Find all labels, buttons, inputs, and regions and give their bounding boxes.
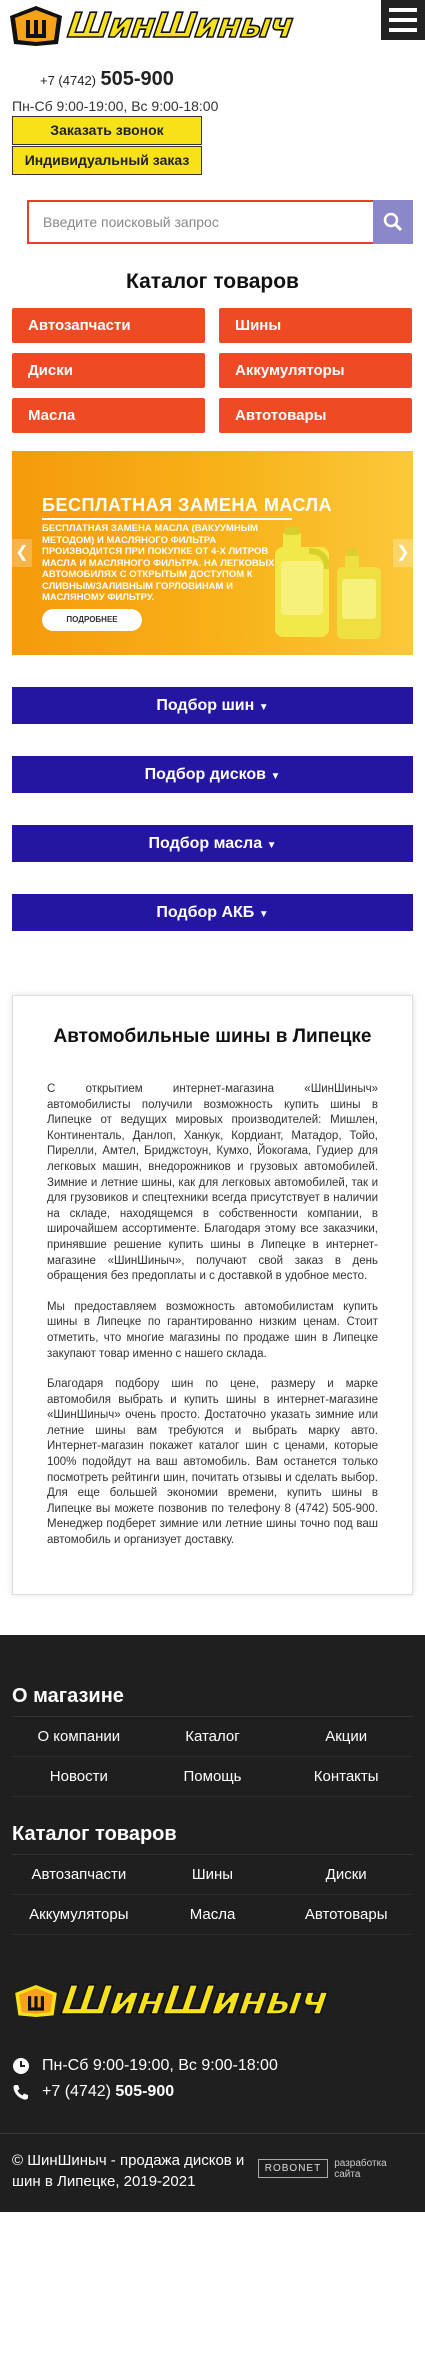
footer-phone-code: +7 (4742) <box>42 2082 111 2100</box>
footer-catalog-title: Каталог товаров <box>12 1822 177 1845</box>
banner-description: БЕСПЛАТНАЯ ЗАМЕНА МАСЛА (ВАКУУМНЫМ МЕТОДОМ) И МАСЛЯНОГО ФИЛЬТРА ПРОИЗВОДИТСЯ ПРИ ПОКУПКЕ ОТ 4-Х ЛИТРОВ МАСЛА И МАСЛЯНОГО ФИЛЬТРА. НА ЛЕГКОВЫХ АВТОМОБИЛЯХ С ОТКРЫТЫМ ДОСТУПОМ К СЛИВНЫМ/ЗАЛИВНЫМ ГОРЛОВИНАМ И МАСЛЯНОМУ ФИЛЬТРУ. <box>42 523 275 603</box>
wheel-selector-button[interactable] <box>12 756 413 793</box>
tire-selector-label: Подбор шин <box>156 697 255 714</box>
clock-icon <box>12 2057 30 2075</box>
catalog-item-autoparts[interactable]: Автозапчасти <box>12 308 205 343</box>
header-phone[interactable] <box>40 68 174 91</box>
footer-link-help[interactable]: Помощь <box>146 1757 280 1797</box>
tire-selector-button[interactable] <box>12 687 413 724</box>
banner-title: БЕСПЛАТНАЯ ЗАМЕНА МАСЛА <box>42 495 333 515</box>
menu-bar <box>389 18 417 22</box>
footer-link-company[interactable]: О компании <box>12 1717 146 1757</box>
banner-next-button[interactable] <box>393 539 413 567</box>
catalog-grid <box>0 308 425 433</box>
copyright-text: © ШинШиныч - продажа дисков и шин в Липецке, 2019-2021 <box>12 2151 245 2190</box>
battery-selector-button[interactable] <box>12 894 413 931</box>
individual-order-button[interactable]: Индивидуальный заказ <box>12 146 202 175</box>
catalog-item-tires[interactable]: Шины <box>219 308 412 343</box>
footer-catalog-links <box>12 1854 413 1935</box>
site-footer <box>0 1635 425 2133</box>
footer-link-promotions[interactable]: Акции <box>279 1717 413 1757</box>
search-bar <box>27 200 413 244</box>
hamburger-menu-button[interactable] <box>381 0 425 40</box>
seo-text-box <box>12 995 413 1595</box>
caret-down-icon: ▼ <box>266 840 277 851</box>
oil-bottles-image <box>261 521 391 641</box>
search-icon <box>383 212 403 232</box>
call-request-button[interactable]: Заказать звонок <box>12 116 202 145</box>
developer-credit[interactable] <box>258 2158 413 2180</box>
menu-bar <box>389 8 417 12</box>
banner-more-button[interactable]: ПОДРОБНЕЕ <box>42 609 142 631</box>
footer-phone-number: 505-900 <box>115 2082 175 2100</box>
footer-about-links <box>12 1716 413 1797</box>
footer-link-news[interactable]: Новости <box>12 1757 146 1797</box>
caret-down-icon: ▼ <box>258 702 269 713</box>
footer-link-wheels[interactable]: Диски <box>279 1855 413 1895</box>
search-input[interactable] <box>27 200 373 244</box>
battery-selector-label: Подбор АКБ <box>156 904 255 921</box>
footer-hours-row <box>12 2053 413 2079</box>
catalog-title: Каталог товаров <box>126 270 299 293</box>
caret-down-icon: ▼ <box>258 909 269 920</box>
wheel-selector-label: Подбор дисков <box>144 766 267 783</box>
chevron-right-icon: ❯ <box>396 544 410 561</box>
banner-prev-button[interactable] <box>12 539 32 567</box>
site-header <box>0 0 425 240</box>
catalog-item-oils[interactable]: Масла <box>12 398 205 433</box>
site-logo[interactable] <box>6 4 351 48</box>
footer-link-autogoods[interactable]: Автотовары <box>279 1895 413 1935</box>
seo-paragraph: Мы предоставляем возможность автомобилистам купить шины в Липецке по гарантированно низким ценам. Стоит отметить, что многие магазины по продаже шин в Липецке закупают товар именно с нашего склада. <box>47 1300 378 1360</box>
footer-link-autoparts[interactable]: Автозапчасти <box>12 1855 146 1895</box>
footer-contacts <box>12 2053 413 2105</box>
developer-text: разработка сайта <box>334 2157 387 2180</box>
seo-paragraph: Благодаря подбору шин по цене, размеру и марке автомобиля выбрать и купить шины в интернет-магазине «ШинШиныч» очень просто. Достаточно указать зимние или летние шины вам требуются и выбрать марку авто. Интернет-магазин покажет каталог шин с ценами, которые 100% подойдут на ваш автомобиль. Вам останется только посмотреть рейтинги шин, почитать отзывы и сделать выбор. Для еще большей экономии времени, купить шины в Липецке вы можете позвонив по телефону 8 (4742) 505-900. Менеджер подберет зимние или летние шины точно под ваш автомобиль и организует доставку. <box>47 1378 378 1547</box>
footer-hours: Пн-Сб 9:00-19:00, Вс 9:00-18:00 <box>42 2056 278 2074</box>
banner-divider <box>42 518 292 520</box>
logo-emblem-icon <box>12 1977 60 2025</box>
developer-badge: ROBONET <box>258 2159 328 2178</box>
footer-link-catalog[interactable]: Каталог <box>146 1717 280 1757</box>
footer-link-contacts[interactable]: Контакты <box>279 1757 413 1797</box>
caret-down-icon: ▼ <box>270 771 281 782</box>
phone-icon <box>12 2083 30 2101</box>
header-hours: Пн-Сб 9:00-19:00, Вс 9:00-18:00 <box>12 98 219 114</box>
footer-link-batteries[interactable]: Аккумуляторы <box>12 1895 146 1935</box>
oil-selector-button[interactable] <box>12 825 413 862</box>
oil-selector-label: Подбор масла <box>148 835 263 852</box>
footer-link-tires[interactable]: Шины <box>146 1855 280 1895</box>
catalog-item-wheels[interactable]: Диски <box>12 353 205 388</box>
footer-about-title: О магазине <box>12 1684 124 1707</box>
search-button[interactable] <box>373 200 413 244</box>
catalog-item-autogoods[interactable]: Автотовары <box>219 398 412 433</box>
seo-title: Автомобильные шины в Липецке <box>53 1026 372 1047</box>
seo-paragraph: С открытием интернет-магазина «ШинШиныч» автомобилисты получили возможность купить шины в Липецке от ведущих мировых производителей: Мишлен, Континенталь, Данлоп, Ханкук, Кордиант, Матадор, Тойо, Пирелли, Амтел, Бриджстоун, Кумхо, Йокогама, Гудиер для легковых машин, внедорожников и грузовых автомобилей. Зимние и летние шины, как для легковых автомобилей, так и для грузовиков и спецтехники всегда присутствует в наличии на складе, находящемся в собственности компании, в широчайшем ассортименте. Благодаря этому все заказчики, принявшие решение купить шины в Липецке в интернет-магазине «ШинШиныч», получают свой заказ в день обращения без предоплаты и с доставкой в удобное место. <box>47 1083 378 1283</box>
menu-bar <box>389 28 417 32</box>
footer-link-oils[interactable]: Масла <box>146 1895 280 1935</box>
phone-code: +7 (4742) <box>40 73 97 88</box>
promo-banner[interactable] <box>12 451 413 655</box>
catalog-item-batteries[interactable]: Аккумуляторы <box>219 353 412 388</box>
logo-emblem-icon <box>6 4 66 48</box>
chevron-left-icon: ❮ <box>15 544 29 561</box>
logo-text: ШинШиныч <box>65 6 296 46</box>
footer-logo-text: ШинШиныч <box>58 1977 332 2024</box>
footer-phone-row[interactable] <box>12 2079 413 2105</box>
phone-number: 505-900 <box>100 68 174 90</box>
footer-bottom-bar <box>0 2133 425 2212</box>
footer-logo[interactable] <box>12 1975 413 2027</box>
